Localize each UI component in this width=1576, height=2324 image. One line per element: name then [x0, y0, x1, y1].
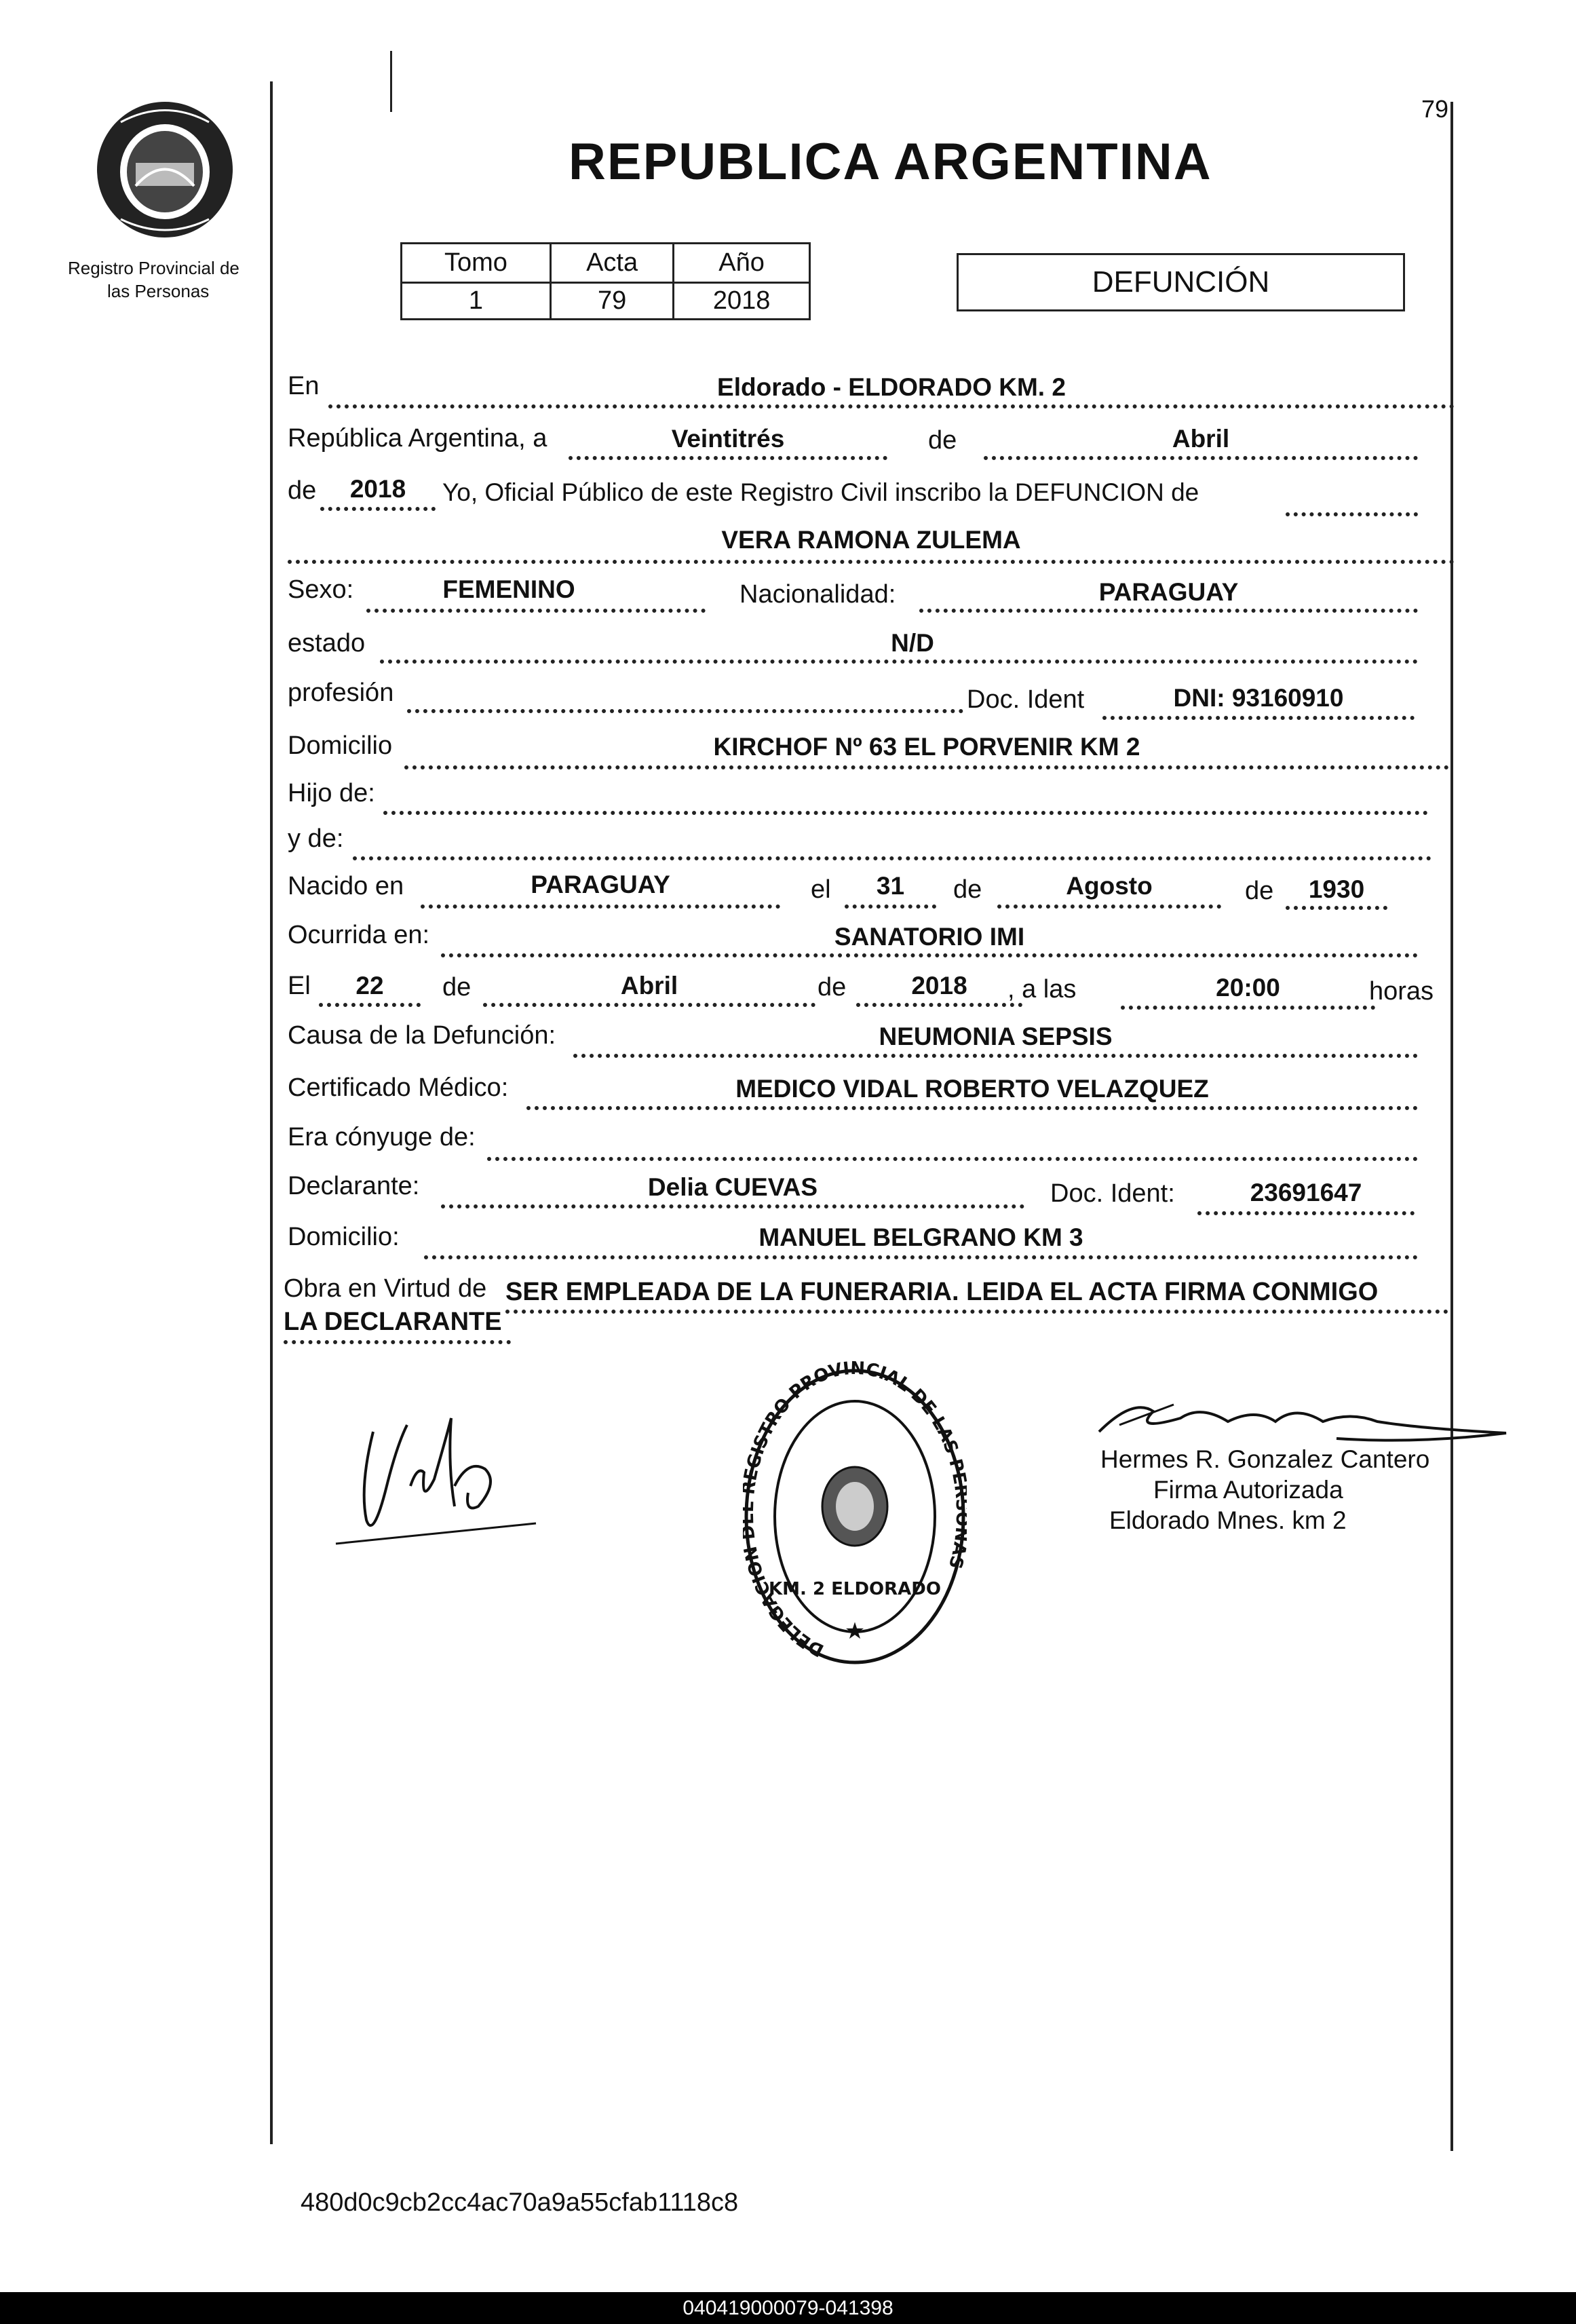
- value-lugar: Eldorado - ELDORADO KM. 2: [717, 373, 1066, 401]
- value-mes-inscripcion: Abril: [1172, 425, 1230, 453]
- value-declarante-domicilio: MANUEL BELGRANO KM 3: [758, 1223, 1083, 1251]
- label-yo-oficial: Yo, Oficial Público de este Registro Civil inscribo la DEFUNCION de: [442, 478, 1199, 506]
- label-republica: República Argentina, a: [288, 424, 547, 453]
- value-acta: 79: [550, 283, 673, 320]
- dots-domicilio: [404, 765, 1449, 769]
- value-obra-line2: LA DECLARANTE: [284, 1308, 502, 1336]
- label-nacido-en: Nacido en: [288, 872, 404, 900]
- value-defuncion-mes: Abril: [620, 972, 678, 999]
- value-doc-ident: DNI: 93160910: [1173, 684, 1344, 712]
- dots-obra-line1: [505, 1310, 1448, 1314]
- label-el: el: [811, 875, 831, 904]
- value-defuncion-hora: 20:00: [1216, 974, 1280, 1002]
- label-estado: estado: [288, 629, 366, 658]
- page-number: 79: [1421, 95, 1449, 123]
- value-nacionalidad: PARAGUAY: [1098, 578, 1239, 606]
- dots-nombre: [288, 560, 1455, 564]
- document-type: DEFUNCIÓN: [1092, 265, 1270, 299]
- value-nacimiento-anio: 1930: [1308, 875, 1365, 903]
- value-nacido-en: PARAGUAY: [531, 871, 670, 898]
- dots-yo-end: [1286, 512, 1418, 516]
- label-de-1: de: [928, 426, 957, 455]
- value-declarante: Delia CUEVAS: [647, 1173, 818, 1201]
- value-defuncion-anio: 2018: [911, 972, 967, 999]
- document-hash: 480d0c9cb2cc4ac70a9a55cfab1118c8: [301, 2188, 739, 2217]
- header-tomo: Tomo: [402, 244, 551, 283]
- dots-anio: [320, 507, 436, 511]
- label-domicilio-2: Domicilio:: [288, 1223, 400, 1251]
- label-horas: horas: [1369, 977, 1434, 1006]
- label-profesion: profesión: [288, 679, 394, 707]
- label-de-3: de: [953, 875, 982, 904]
- label-a-las: , a las: [1007, 975, 1077, 1004]
- left-margin-line: [270, 81, 273, 2144]
- value-declarante-doc: 23691647: [1250, 1179, 1362, 1206]
- label-de-6: de: [818, 973, 847, 1002]
- value-sexo: FEMENINO: [442, 575, 575, 603]
- label-causa: Causa de la Defunción:: [288, 1021, 556, 1050]
- dots-doc-ident: [1102, 716, 1415, 720]
- dots-nac-dia: [845, 904, 936, 909]
- label-obra-en-virtud: Obra en Virtud de: [284, 1274, 487, 1303]
- dots-def-anio: [856, 1003, 1022, 1007]
- dots-sexo: [366, 609, 706, 613]
- label-domicilio: Domicilio: [288, 731, 393, 760]
- label-el-cap: El: [288, 972, 311, 1000]
- label-ocurrida-en: Ocurrida en:: [288, 921, 430, 949]
- value-tomo: 1: [402, 283, 551, 320]
- dots-nac-anio: [1286, 906, 1387, 910]
- value-estado: N/D: [891, 629, 934, 657]
- value-ocurrida-en: SANATORIO IMI: [834, 923, 1025, 951]
- registry-name-line2: las Personas: [107, 281, 210, 301]
- official-name: Hermes R. Gonzalez Cantero: [1100, 1445, 1430, 1473]
- value-nacimiento-dia: 31: [876, 872, 905, 900]
- dots-nacionalidad: [919, 609, 1418, 613]
- dots-conyuge: [487, 1157, 1418, 1161]
- dots-nac-mes: [997, 904, 1221, 909]
- dots-estado: [380, 660, 1418, 664]
- dots-nacido-en: [421, 904, 780, 909]
- document-type-box: [957, 253, 1405, 311]
- official-signature: [1092, 1391, 1513, 1452]
- label-sexo: Sexo:: [288, 575, 354, 604]
- dots-def-mes: [483, 1003, 815, 1007]
- crop-mark-top: [390, 51, 392, 112]
- registry-name-line1: Registro Provincial de: [68, 258, 239, 278]
- province-logo: [94, 98, 236, 241]
- dots-declarante: [441, 1204, 1024, 1208]
- label-de-2: de: [288, 476, 317, 505]
- value-obra-line1: SER EMPLEADA DE LA FUNERARIA. LEIDA EL ACTA FIRMA CONMIGO: [505, 1278, 1379, 1306]
- official-title: Firma Autorizada: [1153, 1476, 1343, 1504]
- label-certificado: Certificado Médico:: [288, 1073, 509, 1102]
- footer-bar: [0, 2292, 1576, 2324]
- label-hijo-de: Hijo de:: [288, 779, 375, 807]
- dots-causa: [573, 1054, 1418, 1058]
- official-location: Eldorado Mnes. km 2: [1109, 1506, 1347, 1534]
- label-de-5: de: [442, 973, 472, 1002]
- label-doc-ident: Doc. Ident: [967, 685, 1085, 714]
- svg-text:★: ★: [844, 1618, 866, 1644]
- dots-obra-line2: [284, 1340, 511, 1344]
- stamp-inner-text: KM. 2 ELDORADO: [769, 1579, 941, 1599]
- value-nacimiento-mes: Agosto: [1066, 872, 1153, 900]
- dots-declarante-doc: [1197, 1211, 1415, 1215]
- label-nacionalidad: Nacionalidad:: [739, 580, 896, 609]
- official-stamp: [743, 1360, 967, 1673]
- value-anio-inscripcion: 2018: [349, 475, 406, 503]
- value-nombre-fallecido: VERA RAMONA ZULEMA: [721, 526, 1021, 554]
- dots-hijo-de: [383, 811, 1428, 815]
- dots-ocurrida-en: [441, 953, 1418, 957]
- declarant-signature: [332, 1405, 550, 1561]
- label-de-4: de: [1245, 877, 1274, 905]
- header-acta: Acta: [550, 244, 673, 283]
- dots-dia: [569, 456, 887, 460]
- dots-profesion: [407, 709, 963, 713]
- label-en: En: [288, 372, 320, 400]
- header-anio: Año: [674, 244, 810, 283]
- country-title: REPUBLICA ARGENTINA: [569, 133, 1212, 191]
- label-conyuge: Era cónyuge de:: [288, 1123, 476, 1151]
- dots-declarante-domicilio: [424, 1255, 1418, 1259]
- value-dia-letras: Veintitrés: [671, 425, 785, 453]
- dots-en: [328, 404, 1455, 408]
- stamp-ring-text: DELEGACIO GISTRO PROVINCIAL DE LAS P S: [743, 1360, 967, 1660]
- barcode-text: 040419000079-041398: [683, 2296, 893, 2319]
- value-causa: NEUMONIA SEPSIS: [879, 1023, 1113, 1050]
- dots-y-de: [353, 856, 1431, 860]
- record-table: [400, 242, 811, 320]
- value-domicilio: KIRCHOF Nº 63 EL PORVENIR KM 2: [713, 733, 1140, 761]
- dots-certificado: [526, 1106, 1418, 1110]
- value-certificado-medico: MEDICO VIDAL ROBERTO VELAZQUEZ: [735, 1075, 1209, 1103]
- dots-mes: [984, 456, 1418, 460]
- right-margin-line: [1450, 102, 1453, 2151]
- dots-def-hora: [1121, 1006, 1375, 1010]
- dots-def-dia: [319, 1003, 421, 1007]
- value-anio: 2018: [674, 283, 810, 320]
- label-doc-ident-2: Doc. Ident:: [1050, 1179, 1175, 1208]
- label-declarante: Declarante:: [288, 1172, 420, 1200]
- value-defuncion-dia: 22: [355, 972, 384, 999]
- label-y-de: y de:: [288, 824, 344, 853]
